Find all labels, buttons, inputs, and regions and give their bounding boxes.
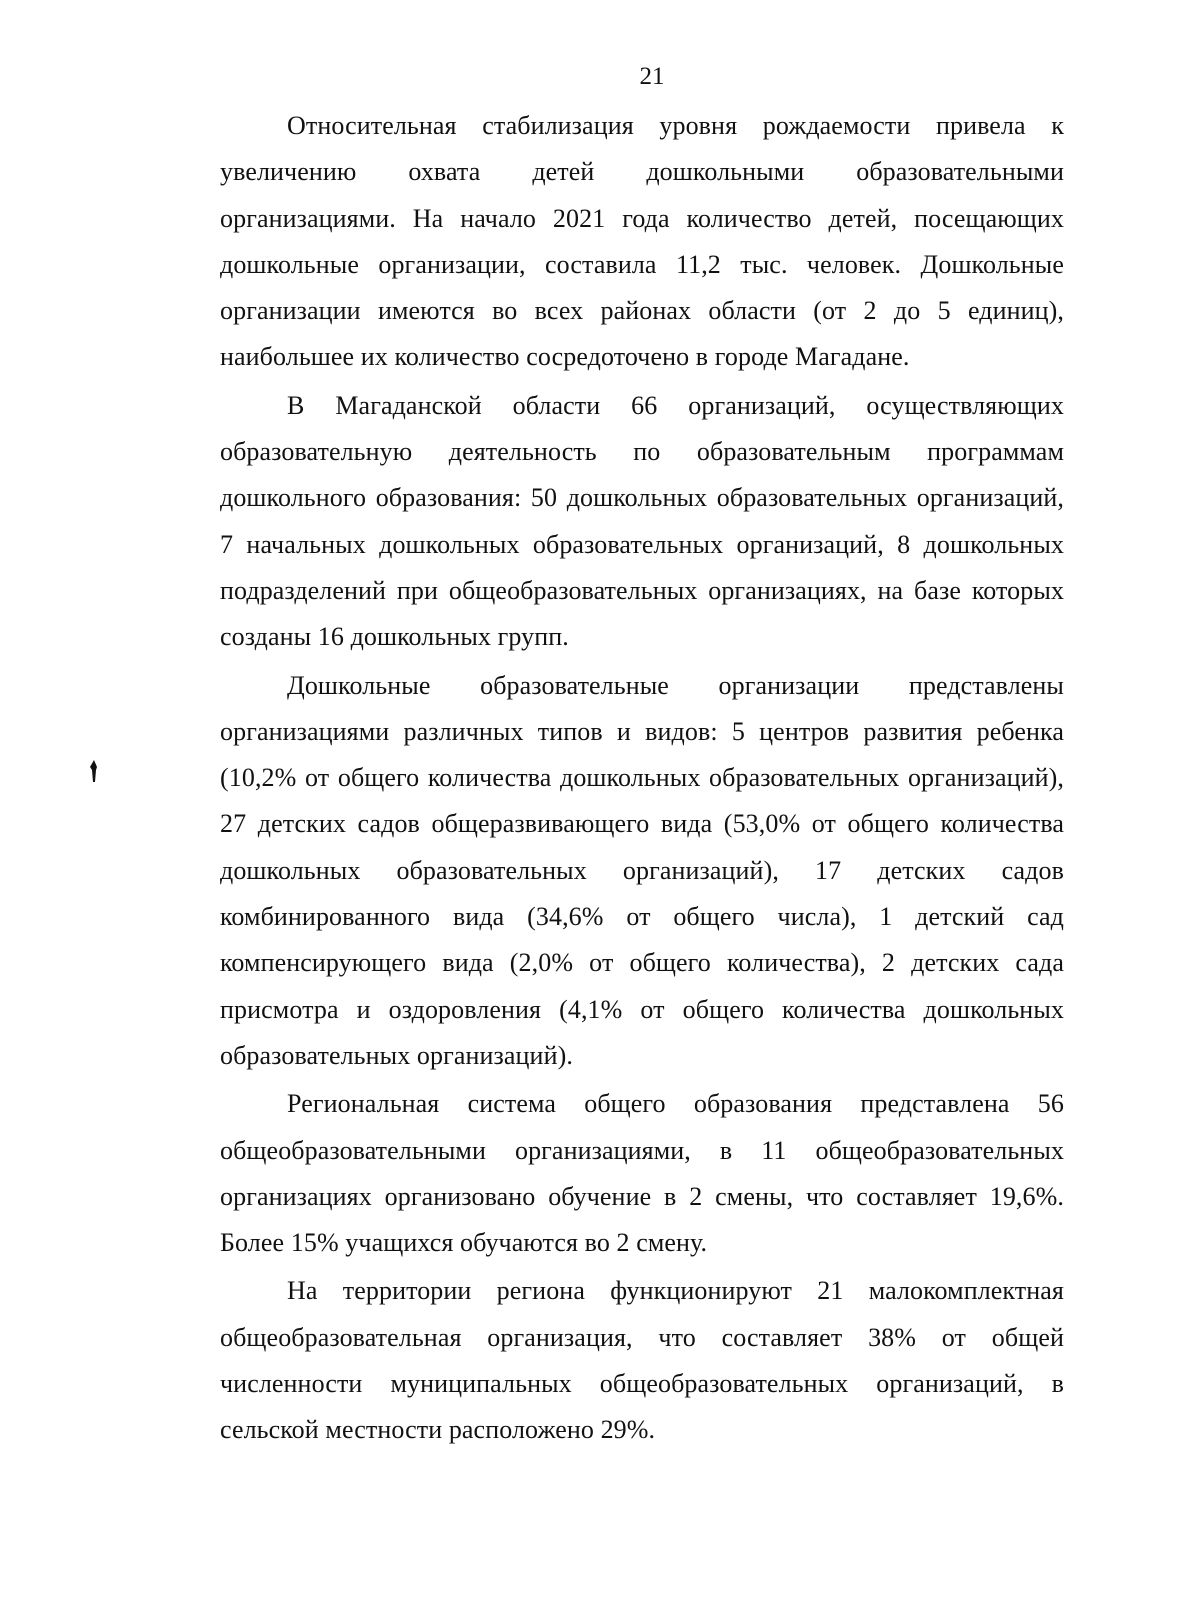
paragraph-organization-types: Дошкольные образовательные организации представлены организациями различных типов и видов: 5 центров развития ребенка (10,2% от общего количества дошкольных образовательных организаций), 27 детских садов общеразвивающего вида (53,0% от общего количества дошкольных образовательных организаций), 17 детских садов комбинированного вида (34,6% от общего числа), 1 детский сад компенсирующего вида (2,0% от общего количества), 2 детских сада присмотра и оздоровления (4,1% от общего количества дошкольных образовательных организаций). <box>220 670 1064 1070</box>
document-body <box>220 103 1064 1456</box>
paragraph-birth-rate: Относительная стабилизация уровня рождаемости привела к увеличению охвата детей дошкольными образовательными организациями. На начало 2021 года количество детей, посещающих дошкольные организации, составила 11,2 тыс. человек. Дошкольные организации имеются во всех районах области (от 2 до 5 единиц), наибольшее их количество сосредоточено в городе Магадане. <box>220 111 1064 372</box>
paragraph-general-education: Региональная система общего образования представлена 56 общеобразовательными организациями, в 11 общеобразовательных организациях организовано обучение в 2 смены, что составляет 19,6%. Более 15% учащихся обучаются во 2 смену. <box>220 1089 1064 1258</box>
paragraph-small-schools: На территории региона функционируют 21 малокомплектная общеобразовательная организация, что составляет 38% от общей численности муниципальных общеобразовательных организаций, в сельской местности расположено 29%. <box>220 1276 1064 1445</box>
paragraph-organizations-count: В Магаданской области 66 организаций, осуществляющих образовательную деятельность по образовательным программам дошкольного образования: 50 дошкольных образовательных организаций, 7 начальных дошкольных образовательных организаций, 8 дошкольных подразделений при общеобразовательных организациях, на базе которых созданы 16 дошкольных групп. <box>220 390 1064 652</box>
scan-mark <box>88 760 100 782</box>
page-number: 21 <box>639 63 665 90</box>
